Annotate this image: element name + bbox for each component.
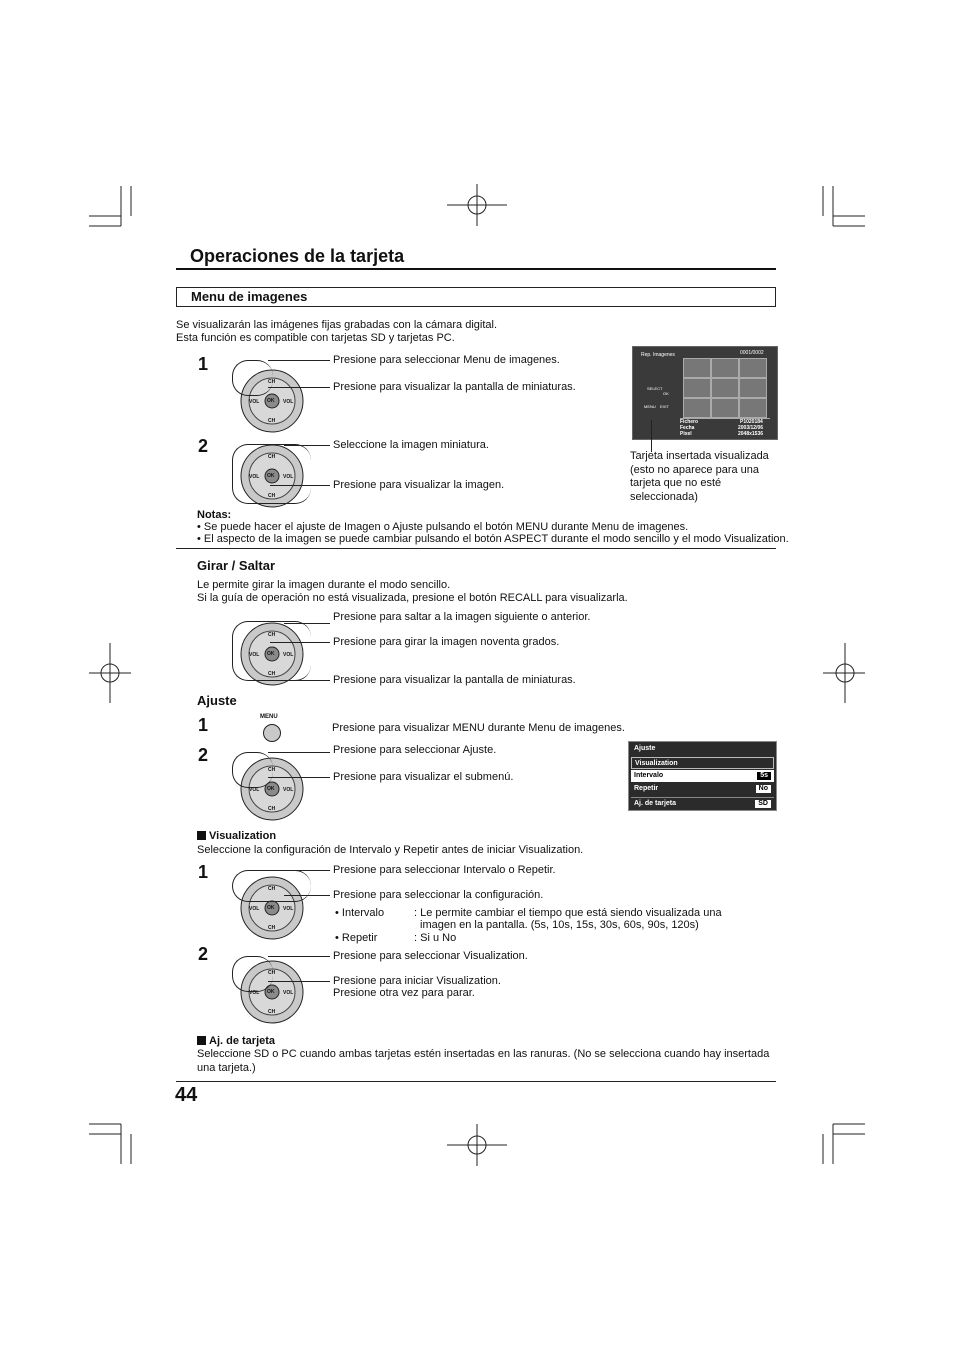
nav-menu-label: MENU: [644, 404, 656, 409]
pointer-bracket: [232, 752, 276, 788]
pointer-line: [268, 360, 330, 361]
step-number: 2: [198, 745, 209, 765]
pointer-line: [284, 623, 330, 624]
pointer-bracket: [232, 621, 311, 681]
instruction-text: Presione para seleccionar Ajuste.: [333, 744, 497, 756]
info-label: Pixel: [680, 431, 692, 437]
vol-left-label: VOL: [249, 990, 260, 996]
ok-button[interactable]: OK: [267, 905, 275, 911]
ch-down-label: CH: [268, 493, 276, 499]
callout-text: seleccionada): [630, 491, 698, 503]
pointer-bracket: [232, 360, 276, 396]
vol-right-label: VOL: [283, 399, 294, 405]
info-label: Fecha: [680, 425, 695, 431]
instruction-text: Presione para visualizar la pantalla de miniaturas.: [333, 674, 576, 686]
ok-button[interactable]: OK: [267, 473, 275, 479]
intro-line-2: Esta función es compatible con tarjetas SD y tarjetas PC.: [176, 332, 455, 344]
pointer-line: [270, 680, 330, 681]
pointer-line: [268, 752, 330, 753]
pointer-line: [268, 387, 330, 388]
bullet-text: : Le permite cambiar el tiempo que está siendo visualizada una: [414, 907, 722, 919]
info-value: 2003/12/06: [738, 425, 764, 431]
instruction-text: Presione para saltar a la imagen siguiente o anterior.: [333, 611, 591, 623]
subsection-heading-visualization: Visualization: [197, 830, 276, 843]
instruction-text: Presione para iniciar Visualization.: [333, 975, 501, 987]
thumbnail-image: [683, 378, 711, 398]
intro-line: Le permite girar la imagen durante el modo sencillo.: [197, 579, 451, 591]
instruction-text: Presione para visualizar MENU durante Menu de imagenes.: [332, 722, 625, 734]
instruction-text: Presione para visualizar el submenú.: [333, 771, 514, 783]
step-number: 1: [198, 862, 209, 882]
menu-row-label: Repetir: [634, 785, 659, 792]
menu-button-label: MENU: [260, 714, 278, 720]
ajuste-menu-panel: [628, 741, 777, 811]
pointer-line: [268, 777, 330, 778]
menu-row-visualization[interactable]: [631, 757, 774, 769]
callout-text: tarjeta que no esté: [630, 477, 722, 489]
info-value: 2048x1536: [738, 431, 764, 437]
note-item: • El aspecto de la imagen se puede cambiar pulsando el botón ASPECT durante el modo sencillo y el modo Visualization.: [197, 533, 789, 545]
page-title: Operaciones de la tarjeta: [190, 246, 405, 266]
ch-up-label: CH: [268, 632, 276, 638]
info-value: P1020184: [740, 419, 763, 425]
ok-button[interactable]: OK: [267, 786, 275, 792]
instruction-text: Presione para visualizar la imagen.: [333, 479, 505, 491]
ok-button[interactable]: OK: [267, 651, 275, 657]
thumbnail-image: [711, 378, 739, 398]
thumbnail-image: [683, 398, 711, 418]
vol-right-label: VOL: [283, 990, 294, 996]
nav-select-label: SELECT: [647, 386, 663, 391]
instruction-text: Presione otra vez para parar.: [333, 987, 475, 999]
pointer-line: [284, 445, 330, 446]
menu-row-aj-tarjeta[interactable]: [631, 797, 774, 809]
menu-row-intervalo[interactable]: [631, 770, 774, 782]
screen-counter: 0001/0002: [740, 350, 764, 356]
menu-row-value: 5s: [757, 772, 771, 780]
instruction-text: Presione para seleccionar la configuración.: [333, 889, 544, 901]
step-number: 1: [198, 354, 209, 374]
divider: [176, 548, 776, 549]
ch-down-label: CH: [268, 806, 276, 812]
thumbnail-image: [711, 358, 739, 378]
info-label: Fichero: [680, 419, 699, 425]
vol-right-label: VOL: [283, 652, 294, 658]
nav-exit-label: EXIT: [660, 404, 669, 409]
menu-row-value: No: [756, 785, 771, 793]
vol-left-label: VOL: [249, 906, 260, 912]
step-number: 2: [198, 944, 209, 964]
thumbnail-screen: [632, 346, 778, 440]
pointer-line: [284, 895, 330, 896]
nav-ok-label: OK: [663, 391, 669, 396]
page-number: 44: [175, 1084, 198, 1106]
subsection-heading-aj-tarjeta: Aj. de tarjeta: [197, 1035, 275, 1048]
step-number: 1: [198, 715, 209, 735]
ch-up-label: CH: [268, 767, 276, 773]
instruction-text: Presione para girar la imagen noventa grados.: [333, 636, 560, 648]
thumbnail-image: [739, 398, 767, 418]
thumbnail-image: [711, 398, 739, 418]
callout-text: (esto no aparece para una: [630, 464, 760, 476]
bullet-label: • Intervalo: [335, 907, 385, 919]
body-text: Seleccione SD o PC cuando ambas tarjetas estén insertadas en las ranuras. (No se selecciona cuando hay insertada: [197, 1048, 770, 1060]
square-bullet-icon: [197, 831, 206, 840]
ch-up-label: CH: [268, 379, 276, 385]
pointer-line: [268, 981, 330, 982]
ch-down-label: CH: [268, 925, 276, 931]
menu-title: Ajuste: [634, 745, 656, 752]
thumbnail-image: [683, 358, 711, 378]
pointer-line: [270, 485, 330, 486]
bullet-text: : Si u No: [414, 932, 457, 944]
vol-right-label: VOL: [283, 906, 294, 912]
menu-row-label: Visualization: [635, 760, 678, 767]
body-text: una tarjeta.): [197, 1062, 256, 1074]
callout-line: [651, 420, 652, 452]
vol-left-label: VOL: [249, 474, 260, 480]
title-rule: [176, 268, 776, 270]
vol-right-label: VOL: [283, 787, 294, 793]
step-number: 2: [198, 436, 209, 456]
instruction-text: Seleccione la imagen miniatura.: [333, 439, 489, 451]
vol-right-label: VOL: [283, 474, 294, 480]
instruction-text: Presione para visualizar la pantalla de miniaturas.: [333, 381, 576, 393]
footer-rule: [176, 1081, 776, 1082]
callout-text: Tarjeta insertada visualizada: [630, 450, 769, 462]
bullet-text: imagen en la pantalla. (5s, 10s, 15s, 30s, 60s, 90s, 120s): [420, 919, 699, 931]
intro-line: Si la guía de operación no está visualizada, presione el botón RECALL para visualizarla.: [197, 592, 628, 604]
instruction-text: Presione para seleccionar Visualization.: [333, 950, 528, 962]
instruction-text: Presione para seleccionar Menu de imagenes.: [333, 354, 560, 366]
instruction-text: Presione para seleccionar Intervalo o Repetir.: [333, 864, 556, 876]
menu-button[interactable]: [263, 724, 281, 742]
ch-down-label: CH: [268, 671, 276, 677]
vol-left-label: VOL: [249, 787, 260, 793]
ch-up-label: CH: [268, 886, 276, 892]
note-item: • Se puede hacer el ajuste de Imagen o Ajuste pulsando el botón MENU durante Menu de imagenes.: [197, 521, 689, 533]
menu-row-value: SD: [755, 800, 771, 808]
thumbnail-image: [739, 378, 767, 398]
ch-up-label: CH: [268, 454, 276, 460]
bullet-label: • Repetir: [335, 932, 378, 944]
section-heading-girar: Girar / Saltar: [197, 558, 276, 573]
screen-title: Rep. Imagenes: [641, 352, 675, 358]
thumbnail-image: [739, 358, 767, 378]
section-heading-ajuste: Ajuste: [197, 693, 237, 708]
pointer-bracket: [232, 870, 311, 902]
notes-title: Notas:: [197, 509, 232, 521]
vol-left-label: VOL: [249, 652, 260, 658]
ok-button[interactable]: OK: [267, 398, 275, 404]
pointer-line: [270, 642, 330, 643]
menu-row-label: Aj. de tarjeta: [634, 800, 677, 807]
vol-left-label: VOL: [249, 399, 260, 405]
square-bullet-icon: [197, 1036, 206, 1045]
ch-down-label: CH: [268, 1009, 276, 1015]
intro-line: Seleccione la configuración de Intervalo y Repetir antes de iniciar Visualization.: [197, 844, 584, 856]
menu-row-repetir[interactable]: [631, 783, 774, 795]
ch-up-label: CH: [268, 970, 276, 976]
pointer-line: [268, 956, 330, 957]
ok-button[interactable]: OK: [267, 989, 275, 995]
pointer-line: [284, 870, 330, 871]
intro-line-1: Se visualizarán las imágenes fijas grabadas con la cámara digital.: [176, 319, 498, 331]
pointer-bracket: [232, 444, 311, 504]
menu-row-label: Intervalo: [634, 772, 664, 779]
section-heading-menu: Menu de imagenes: [191, 289, 308, 304]
ch-down-label: CH: [268, 418, 276, 424]
